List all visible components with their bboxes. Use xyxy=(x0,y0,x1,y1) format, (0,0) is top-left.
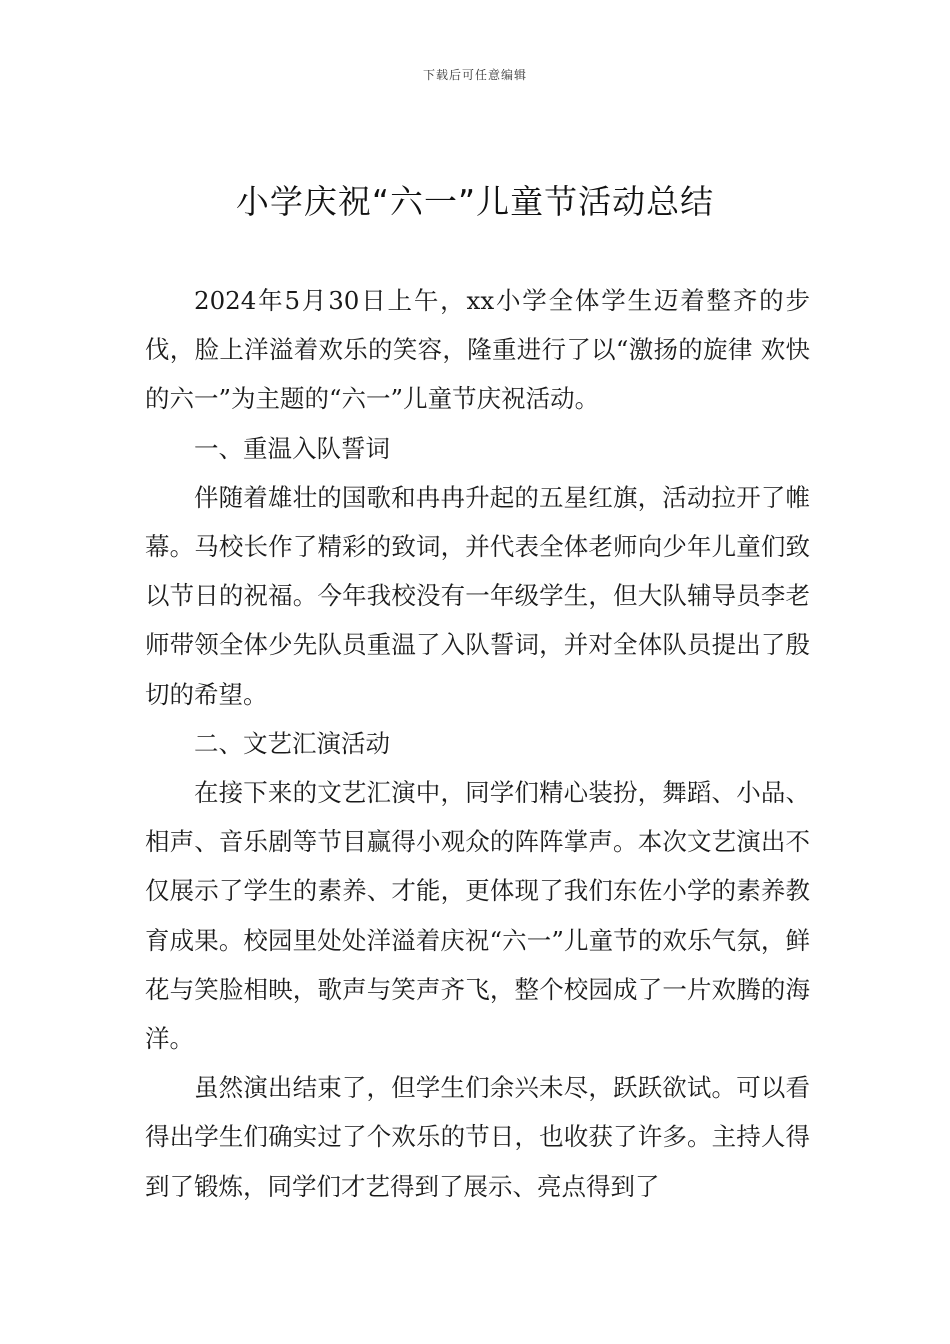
page-header-note: 下载后可任意编辑 xyxy=(422,68,527,82)
paragraph-section-1: 伴随着雄壮的国歌和冉冉升起的五星红旗，活动拉开了帷幕。马校长作了精彩的致词，并代表全体老师向少年儿童们致以节日的祝福。今年我校没有一年级学生，但大队辅导员李老师带领全体少先队员重温了入队誓词，并对全体队员提出了殷切的希望。 xyxy=(145,482,810,709)
paragraph-intro: 2024年5月30日上午，xx小学全体学生迈着整齐的步伐，脸上洋溢着欢乐的笑容，隆重进行了以“激扬的旋律 欢快的六一”为主题的“六一”儿童节庆祝活动。 xyxy=(145,286,810,414)
section-heading-2: 二、文艺汇演活动 xyxy=(194,728,390,758)
paragraph-section-2: 在接下来的文艺汇演中，同学们精心装扮，舞蹈、小品、相声、音乐剧等节目赢得小观众的阵阵掌声。本次文艺演出不仅展示了学生的素养、才能，更体现了我们东佐小学的素养教育成果。校园里处处洋溢着庆祝“六一”儿童节的欢乐气氛，鲜花与笑脸相映，歌声与笑声齐飞，整个校园成了一片欢腾的海洋。 xyxy=(145,778,810,1054)
document-body xyxy=(145,276,810,1211)
paragraph-closing: 虽然演出结束了，但学生们余兴未尽，跃跃欲试。可以看得出学生们确实过了个欢乐的节日，也收获了许多。主持人得到了锻炼，同学们才艺得到了展示、亮点得到了 xyxy=(145,1073,810,1201)
document-title: 小学庆祝“六一”儿童节活动总结 xyxy=(235,182,715,221)
section-heading-1: 一、重温入队誓词 xyxy=(194,433,390,463)
